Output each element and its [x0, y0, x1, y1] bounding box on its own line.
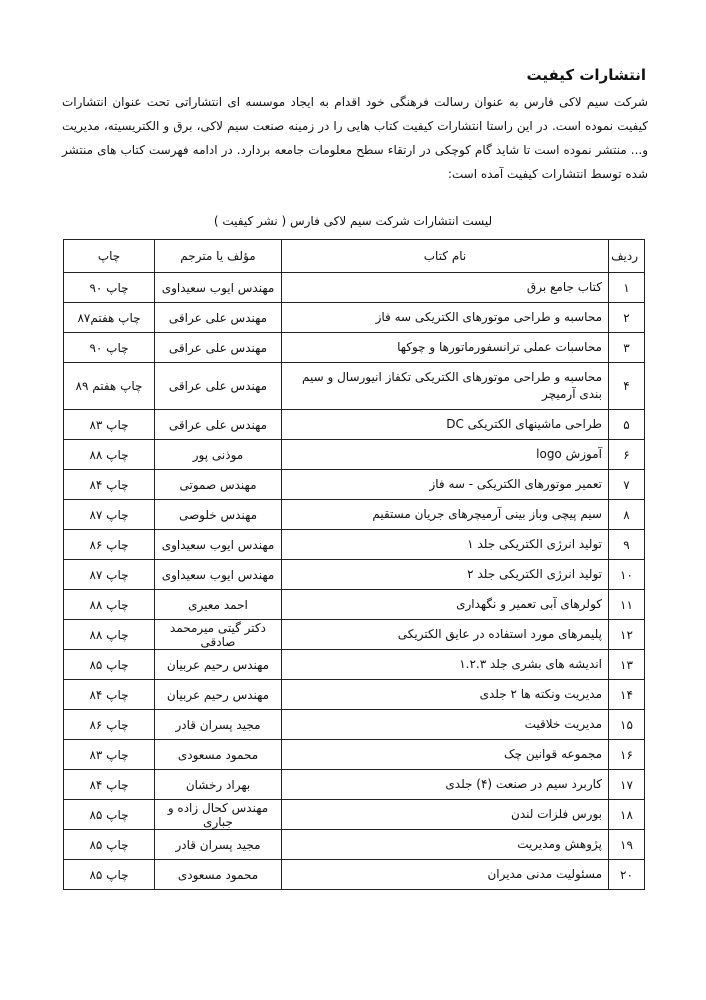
- table-row: [64, 560, 645, 590]
- row-num: ۱۲: [609, 620, 645, 650]
- book-print: چاپ ۸۳: [64, 410, 155, 440]
- row-num: ۱۱: [609, 590, 645, 620]
- book-author: مهندس علی عراقی: [155, 363, 282, 410]
- row-num: ۱۵: [609, 710, 645, 740]
- book-title: آموزش logo: [282, 440, 609, 470]
- header-print: چاپ: [64, 240, 155, 273]
- book-author: مهندس صموتی: [155, 470, 282, 500]
- book-author: مهندس ایوب سعیداوی: [155, 273, 282, 303]
- table-row: [64, 333, 645, 363]
- row-num: ۲۰: [609, 860, 645, 890]
- books-table: [63, 239, 645, 890]
- book-title: مجموعه قوانین چک: [282, 740, 609, 770]
- header-num: ردیف: [609, 240, 645, 273]
- row-num: ۴: [609, 363, 645, 410]
- book-title: محاسبه و طراحی موتورهای الکتریکی تکفاز انیورسال و سیم بندی آرمیچر: [282, 363, 609, 410]
- book-print: چاپ ۸۸: [64, 590, 155, 620]
- book-title: کاربرد سیم در صنعت (۴) جلدی: [282, 770, 609, 800]
- book-print: چاپ ۸۵: [64, 800, 155, 830]
- book-print: چاپ ۸۸: [64, 440, 155, 470]
- header-author: مؤلف یا مترجم: [155, 240, 282, 273]
- book-author: مهندس ایوب سعیداوی: [155, 560, 282, 590]
- book-author: بهراد رخشان: [155, 770, 282, 800]
- table-row: [64, 710, 645, 740]
- intro-paragraph: شرکت سیم لاکی فارس به عنوان رسالت فرهنگی خود اقدام به ایجاد موسسه ای انتشاراتی تحت عنوان انتشارات کیفیت نموده است. در این راستا انتشارات کیفیت کتاب هایی را در زمینه صنعت سیم لاکی، برق و الکتریسیته، مدیریت و... منتشر نموده است تا شاید گام کوچکی در ارتقاء سطح معلومات جامعه بردارد. در ادامه فهرست کتاب های منتشر شده توسط انتشارات کیفیت آمده است:: [62, 95, 648, 181]
- book-author: مهندس علی عراقی: [155, 333, 282, 363]
- book-author: مهندس رحیم عربیان: [155, 680, 282, 710]
- book-title: تولید انرژی الکتریکی جلد ۱: [282, 530, 609, 560]
- book-title: بورس فلزات لندن: [282, 800, 609, 830]
- table-row: [64, 680, 645, 710]
- table-row: [64, 650, 645, 680]
- row-num: ۶: [609, 440, 645, 470]
- table-row: [64, 590, 645, 620]
- book-print: چاپ ۸۶: [64, 530, 155, 560]
- book-print: چاپ ۸۷: [64, 500, 155, 530]
- table-row: [64, 363, 645, 410]
- book-print: چاپ ۹۰: [64, 333, 155, 363]
- book-author: مهندس خلوصی: [155, 500, 282, 530]
- book-title: پژوهش ومدیریت: [282, 830, 609, 860]
- book-print: چاپ ۸۵: [64, 860, 155, 890]
- book-title: پلیمرهای مورد استفاده در عایق الکتریکی: [282, 620, 609, 650]
- table-row: [64, 470, 645, 500]
- book-author: مهندس ایوب سعیداوی: [155, 530, 282, 560]
- book-author: محمود مسعودی: [155, 740, 282, 770]
- table-row: [64, 303, 645, 333]
- table-row: [64, 273, 645, 303]
- page-title: انتشارات کیفیت: [526, 66, 646, 84]
- book-title: تعمیر موتورهای الکتریکی - سه فاز: [282, 470, 609, 500]
- book-author: احمد معیری: [155, 590, 282, 620]
- book-print: چاپ هفتم۸۷: [64, 303, 155, 333]
- book-author: دکتر گیتی میرمحمد صادقی: [155, 620, 282, 650]
- row-num: ۱: [609, 273, 645, 303]
- book-print: چاپ ۸۵: [64, 650, 155, 680]
- book-print: چاپ ۸۶: [64, 710, 155, 740]
- book-author: محمود مسعودی: [155, 860, 282, 890]
- book-title: کولرهای آبی تعمیر و نگهداری: [282, 590, 609, 620]
- book-print: چاپ ۸۷: [64, 560, 155, 590]
- row-num: ۲: [609, 303, 645, 333]
- table-header-row: [64, 240, 645, 273]
- row-num: ۱۷: [609, 770, 645, 800]
- row-num: ۵: [609, 410, 645, 440]
- book-title: مدیریت خلاقیت: [282, 710, 609, 740]
- book-print: چاپ ۸۴: [64, 680, 155, 710]
- row-num: ۸: [609, 500, 645, 530]
- table-caption: لیست انتشارات شرکت سیم لاکی فارس ( نشر کیفیت ): [213, 214, 493, 228]
- table-row: [64, 530, 645, 560]
- table-row: [64, 620, 645, 650]
- book-author: مهندس رحیم عربیان: [155, 650, 282, 680]
- book-author: مهندس علی عراقی: [155, 410, 282, 440]
- table-row: [64, 410, 645, 440]
- book-title: کتاب جامع برق: [282, 273, 609, 303]
- table-row: [64, 740, 645, 770]
- row-num: ۱۶: [609, 740, 645, 770]
- book-print: چاپ ۸۳: [64, 740, 155, 770]
- book-author: مهندس علی عراقی: [155, 303, 282, 333]
- row-num: ۱۰: [609, 560, 645, 590]
- book-print: چاپ ۸۵: [64, 830, 155, 860]
- book-print: چاپ هفتم ۸۹: [64, 363, 155, 410]
- book-print: چاپ ۸۴: [64, 770, 155, 800]
- book-print: چاپ ۸۸: [64, 620, 155, 650]
- row-num: ۱۸: [609, 800, 645, 830]
- book-title: طراحی ماشینهای الکتریکی DC: [282, 410, 609, 440]
- table-row: [64, 770, 645, 800]
- book-print: چاپ ۸۴: [64, 470, 155, 500]
- book-title: مدیریت ونکته ها ۲ جلدی: [282, 680, 609, 710]
- row-num: ۱۴: [609, 680, 645, 710]
- book-print: چاپ ۹۰: [64, 273, 155, 303]
- row-num: ۷: [609, 470, 645, 500]
- book-author: مجید پسران قادر: [155, 830, 282, 860]
- row-num: ۱۳: [609, 650, 645, 680]
- row-num: ۹: [609, 530, 645, 560]
- header-title: نام کتاب: [282, 240, 609, 273]
- book-title: مسئولیت مدنی مدیران: [282, 860, 609, 890]
- book-title: اندیشه های بشری جلد ۱.۲.۳: [282, 650, 609, 680]
- table-row: [64, 860, 645, 890]
- book-title: محاسبه و طراحی موتورهای الکتریکی سه فاز: [282, 303, 609, 333]
- table-row: [64, 800, 645, 830]
- row-num: ۳: [609, 333, 645, 363]
- row-num: ۱۹: [609, 830, 645, 860]
- book-author: موذنی پور: [155, 440, 282, 470]
- book-author: مهندس کحال زاده و جباری: [155, 800, 282, 830]
- table-row: [64, 830, 645, 860]
- table-row: [64, 500, 645, 530]
- book-title: تولید انرژی الکتریکی جلد ۲: [282, 560, 609, 590]
- book-title: محاسبات عملی ترانسفورماتورها و چوکها: [282, 333, 609, 363]
- book-author: مجید پسران قادر: [155, 710, 282, 740]
- table-row: [64, 440, 645, 470]
- book-title: سیم پیچی وباز بینی آرمیچرهای جریان مستقیم: [282, 500, 609, 530]
